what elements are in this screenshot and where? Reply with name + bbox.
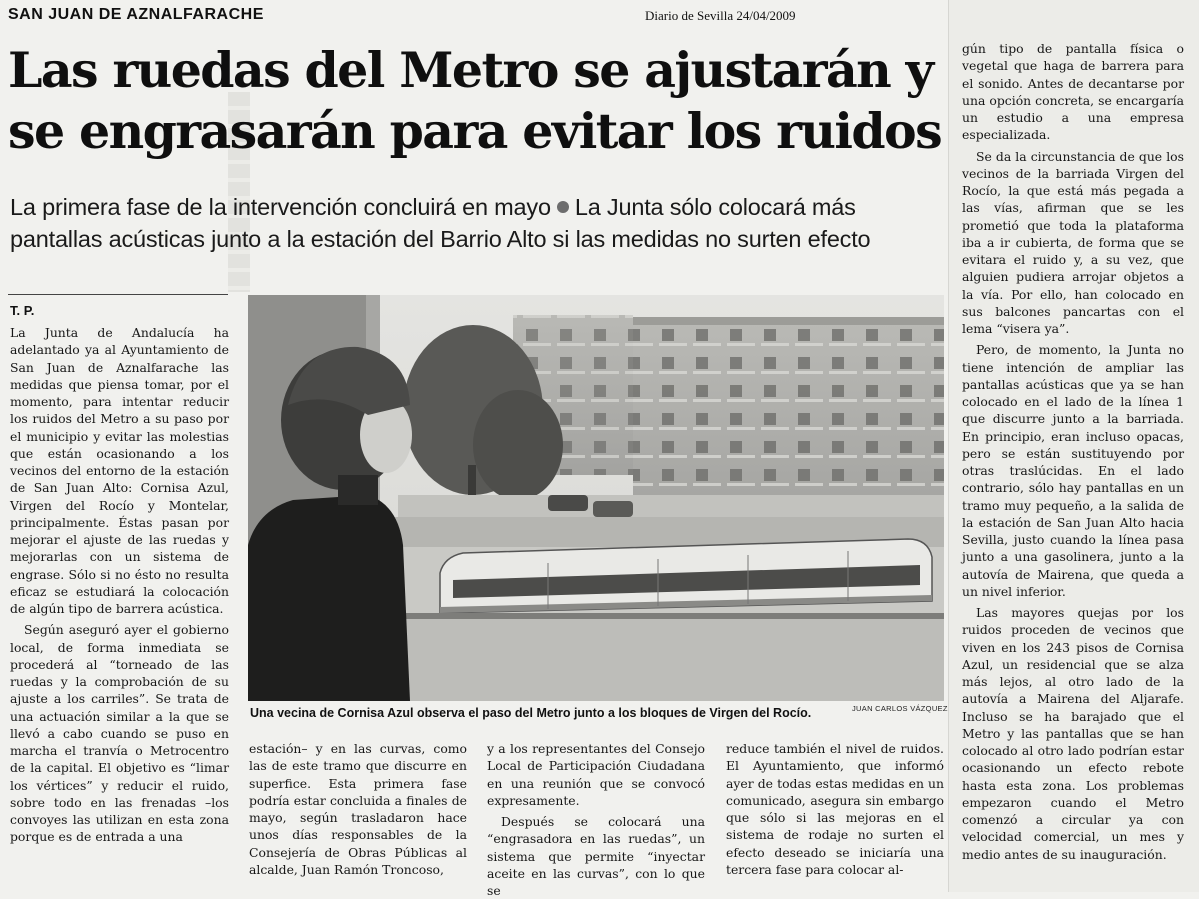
paragraph: Las mayores quejas por los ruidos proceden de vecinos que viven en los 243 pisos de Cornisa Azul, un residencial que se alza más lejos, al otro lado de la autovía a Mairena del Aljarafe. Incluso se ha barajado que el Metro y las pantallas que se han colocado al otro lado podrían estar ocasionando un efecto rebote hasta esta zona. Los problemas empezaron cuando el Metro comenzó a circular ya con velocidad comercial, un mes y medio antes de su inauguración. bbox=[962, 605, 1184, 862]
rail-track bbox=[378, 613, 944, 619]
bullet-icon bbox=[557, 201, 569, 213]
paragraph: La Junta de Andalucía ha adelantado ya al Ayuntamiento de San Juan de Aznalfarache las medidas que piensa tomar, por el momento, para intentar reducir los ruidos del Metro a su paso por el municipio y evitar las molestias que están ocasionando a los vecinos del entorno de la estación de San Juan Alto: Cornisa Azul, Virgen del Rocío y Montelar, principalmente. Éstas pasan por mejorar el ajuste de las ruedas y mejorarlas con un sistema de engrase. Sólo si no ésto no resulta eficaz se estudiará la colocación de algún tipo de barrera acústica. bbox=[10, 325, 229, 616]
source-date: Diario de Sevilla 24/04/2009 bbox=[645, 8, 796, 23]
article-column-4 bbox=[726, 740, 944, 890]
paragraph: Después se colocará una “engrasadora en las ruedas”, un sistema que permite “inyectar aceite en las curvas”, con lo que se bbox=[487, 814, 705, 898]
building-main-windows bbox=[633, 323, 944, 523]
paragraph: reduce también el nivel de ruidos. El Ayuntamiento, que informó ayer de todas estas medidas en un comunicado, asegura sin embargo que sólo si las mejoras en el sistema de rodaje no surten el efecto deseado se iniciaría una tercera fase para colocar al- bbox=[726, 741, 944, 877]
section-label: SAN JUAN DE AZNALFARACHE bbox=[8, 6, 264, 23]
car bbox=[548, 495, 588, 511]
article-column-2 bbox=[249, 740, 467, 890]
subhead-part-2: La Junta sólo colocará más pantallas acústicas junto a la estación del Barrio Alto si las medidas no surten efecto bbox=[10, 194, 871, 252]
subhead-part-1: La primera fase de la intervención concluirá en mayo bbox=[10, 194, 551, 220]
paragraph: estación– y en las curvas, como las de este tramo que discurre en superfice. Esta primera fase podría estar concluida a finales de mayo, según trasladaron hace unos días responsables de la Consejería de Obras Públicas al alcalde, Juan Ramón Troncoso, bbox=[249, 741, 467, 877]
byline: T. P. bbox=[10, 303, 35, 318]
paragraph: Según aseguró ayer el gobierno local, de forma inmediata se procederá al “torneado de las ruedas y la comprobación de su ajuste a los carriles”. Se trata de una actuación similar a la que se llevó a cabo cuando se puso en marcha el tranvía o Metrocentro de la capital. El objetivo es “limar los vértices” y reducir el ruido, sobre todo en las frenadas –los convoyes las utilizan en esta zona porque es de entrada a una bbox=[10, 622, 229, 845]
news-photo bbox=[248, 295, 944, 701]
headline-line-2: se engrasarán para evitar los ruidos bbox=[8, 102, 942, 160]
article-column-1 bbox=[10, 324, 229, 890]
paragraph: Pero, de momento, la Junta no tiene intención de ampliar las pantallas acústicas que ya se han colocado en el lado de la línea 1 que discurre junto a la barriada. En principio, eran incluso opacas, pero se están sustituyendo por otras traslúcidas. En el lado contrario, sólo hay pantallas en un tramo muy pequeño, a la salida de la estación de San Juan Alto hacia Sevilla, justo cuando la línea pasa junto a una gasolinera, junto a la autovía de Mairena, que queda a un nivel inferior. bbox=[962, 342, 1184, 599]
article-column-3 bbox=[487, 740, 705, 898]
photo-illustration bbox=[248, 295, 944, 701]
byline-rule bbox=[8, 294, 228, 295]
article-column-right bbox=[962, 40, 1184, 890]
paragraph: gún tipo de pantalla física o vegetal que haga de barrera para el sonido. Antes de decantarse por una opción concreta, se encargaría un estudio a una empresa especializada. bbox=[962, 41, 1184, 143]
paragraph: Se da la circunstancia de que los vecinos de la barriada Virgen del Rocío, la que está más pegada a las vías, afirman que se les prometió que toda la plataforma iba a ir cubierta, de forma que se evitara el ruido y, a su vez, que alguien pudiera arrojar objetos a la vía. Por ello, han colocado en sus balcones pancartas con el lema “visera ya”. bbox=[962, 148, 1184, 336]
tree-crown-2 bbox=[473, 390, 563, 500]
photo-caption: Una vecina de Cornisa Azul observa el paso del Metro junto a los bloques de Virgen del Rocío. bbox=[250, 706, 812, 720]
embankment bbox=[378, 619, 944, 701]
paragraph: y a los representantes del Consejo Local de Participación Ciudadana en una reunión que se convocó expresamente. bbox=[487, 741, 705, 808]
headline bbox=[8, 40, 943, 162]
car bbox=[593, 501, 633, 517]
subheadline bbox=[10, 191, 940, 255]
building-roofline bbox=[633, 317, 944, 325]
photo-credit: JUAN CARLOS VÁZQUEZ bbox=[852, 704, 948, 713]
headline-line-1: Las ruedas del Metro se ajustarán y bbox=[8, 41, 933, 99]
